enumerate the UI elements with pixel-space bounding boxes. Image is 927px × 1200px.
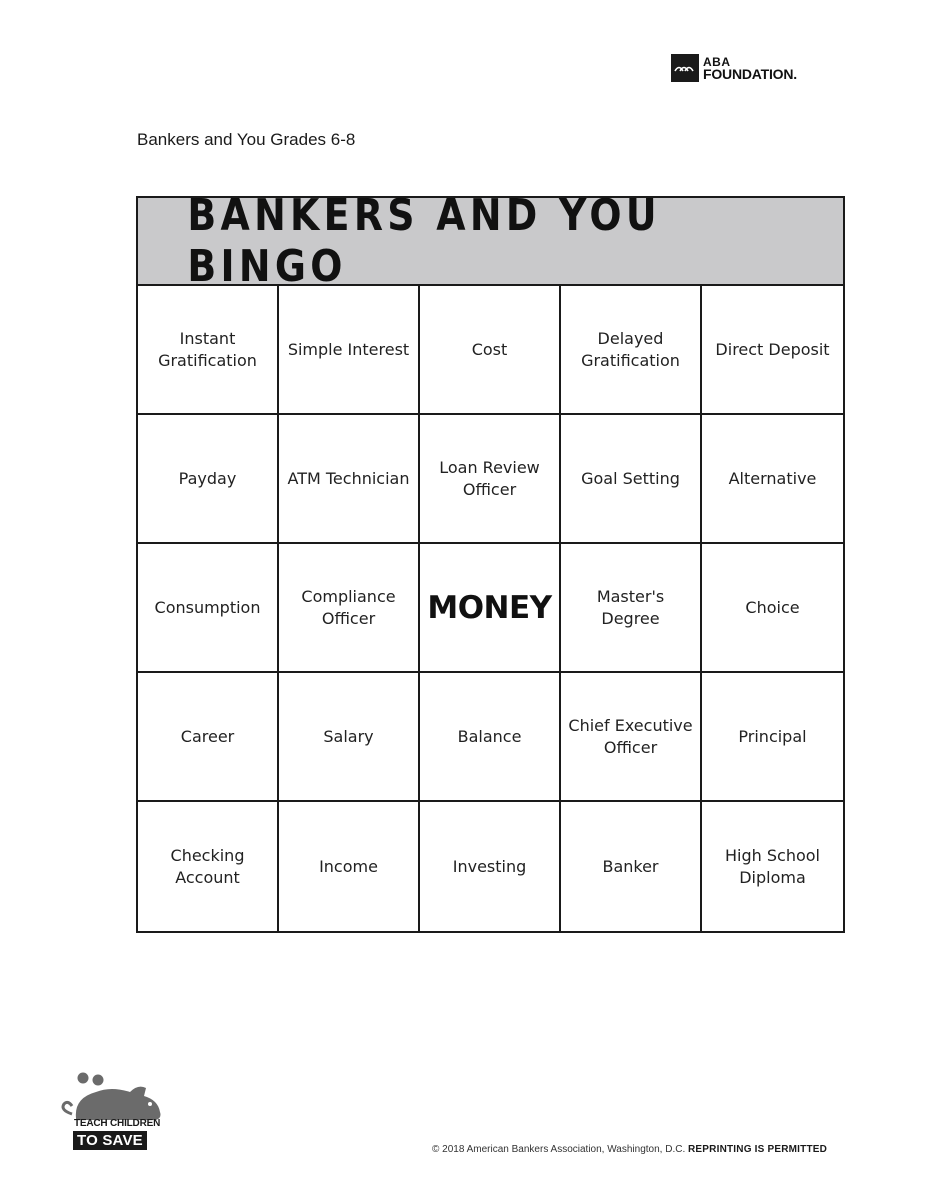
bingo-cell: Goal Setting [561,415,702,544]
bingo-cell: Principal [702,673,843,802]
bingo-cell: High School Diploma [725,845,820,887]
bingo-card [136,190,845,933]
bingo-cell: Compliance Officer [279,544,420,673]
bingo-cell: Banker [561,802,702,931]
bingo-cell: Payday [138,415,279,544]
footer-copyright [432,1144,827,1155]
bingo-free-cell: MONEY [420,544,561,673]
bingo-cell: Simple Interest [279,286,420,415]
bingo-cell: Instant Gratification [138,286,279,415]
bingo-title: BANKERS AND YOU BINGO [187,190,661,292]
teach-children-to-save-logo [56,1070,172,1158]
bingo-cell: Chief Executive Officer [561,673,702,802]
bingo-cell: Cost [420,286,561,415]
tcts-logo-line2: TO SAVE [73,1131,147,1150]
bingo-cell: Balance [420,673,561,802]
document-title: Bankers and You Grades 6-8 [137,130,356,149]
bingo-cell: Direct Deposit [702,286,843,415]
tcts-logo-line1: TEACH CHILDREN [74,1118,161,1129]
bingo-cell: Consumption [138,544,279,673]
bingo-cell: Choice [702,544,843,673]
reprint-notice: REPRINTING IS PERMITTED [688,1144,828,1155]
bingo-cell: ATM Technician [279,415,420,544]
bingo-cell: Salary [279,673,420,802]
copyright-text: © 2018 American Bankers Association, Washington, D.C. [432,1144,686,1155]
bingo-cell: Delayed Gratification [561,286,702,415]
bingo-cell: Career [138,673,279,802]
aba-logo-mark-icon [671,54,699,82]
bingo-cell: Master's Degree [561,544,702,673]
aba-foundation-logo [671,54,797,82]
bingo-cell: Income [279,802,420,931]
bingo-cell: Checking Account [138,802,279,931]
bingo-cell: Investing [420,802,561,931]
bingo-cell: Alternative [702,415,843,544]
bingo-header [138,190,843,292]
bingo-grid [138,286,843,931]
bingo-cell: Loan Review Officer [420,415,561,544]
aba-logo-line1: ABA [703,55,731,69]
aba-logo-line2: FOUNDATION. [703,66,797,82]
